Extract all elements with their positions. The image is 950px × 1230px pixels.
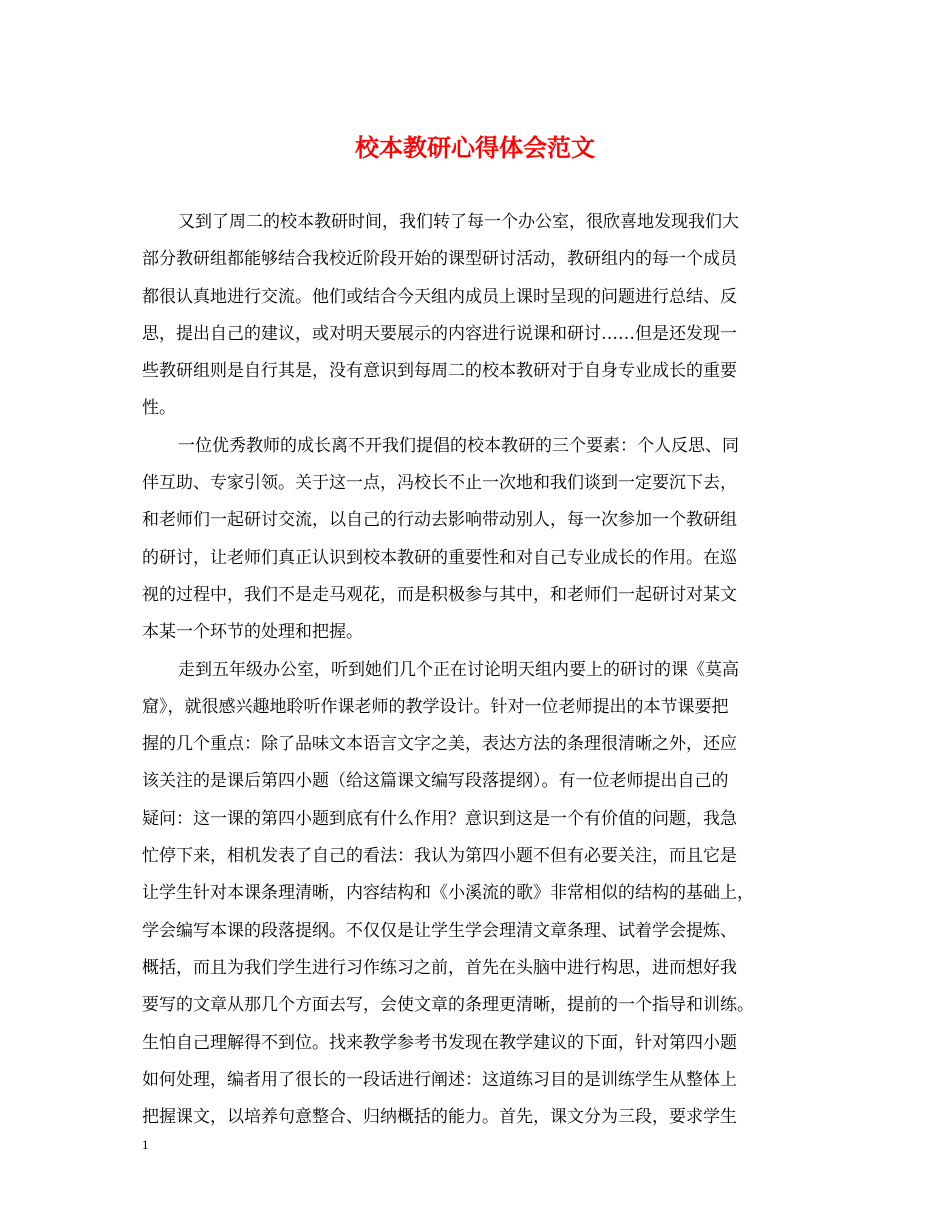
text-line: 概括，而且为我们学生进行习作练习之前，首先在头脑中进行构思，进而想好我 [142,957,737,978]
text-line: 的研讨，让老师们真正认识到校本教研的重要性和对自己专业成长的作用。在巡 [142,547,737,568]
text-line: 疑问：这一课的第四小题到底有什么作用？意识到这是一个有价值的问题，我急 [142,808,737,829]
text-line: 又到了周二的校本教研时间，我们转了每一个办公室，很欣喜地发现我们大 [178,212,739,232]
document-body [142,204,818,1136]
text-line: 一位优秀教师的成长离不开我们提倡的校本教研的三个要素：个人反思、同 [178,435,739,456]
text-line: 和老师们一起研讨交流，以自己的行动去影响带动别人，每一次参加一个教研组 [142,510,737,531]
text-line: 部分教研组都能够结合我校近阶段开始的课型研讨活动，教研组内的每一个成员 [142,249,737,270]
text-line: 让学生针对本课条理清晰，内容结构和《小溪流的歌》非常相似的结构的基础上， [142,883,754,904]
text-line: 本某一个环节的处理和把握。 [142,622,363,643]
text-line: 如何处理，编者用了很长的一段话进行阐述：这道练习目的是训练学生从整体上 [142,1069,737,1090]
paragraph-2 [142,428,818,652]
page-number: 1 [142,1137,149,1152]
text-line: 思，提出自己的建议，或对明天要展示的内容进行说课和研讨……但是还发现一 [142,323,737,344]
text-line: 视的过程中，我们不是走马观花，而是积极参与其中，和老师们一起研讨对某文 [142,584,737,605]
page-title: 校本教研心得体会范文 [355,133,595,162]
text-line: 伴互助、专家引领。关于这一点，冯校长不止一次地和我们谈到一定要沉下去， [142,473,737,494]
text-line: 都很认真地进行交流。他们或结合今天组内成员上课时呈现的问题进行总结、反 [142,286,737,307]
text-line: 学会编写本课的段落提纲。不仅仅是让学生学会理清文章条理、试着学会提炼、 [142,920,737,941]
text-line: 该关注的是课后第四小题（给这篇课文编写段落提纲）。有一位老师提出自己的 [142,771,729,792]
text-line: 要写的文章从那几个方面去写，会使文章的条理更清晰，提前的一个指导和训练。 [142,995,754,1016]
text-line: 把握课文，以培养句意整合、归纳概括的能力。首先，课文分为三段，要求学生 [142,1107,737,1128]
text-line: 生怕自己理解得不到位。找来教学参考书发现在教学建议的下面，针对第四小题 [142,1032,737,1053]
text-line: 握的几个重点：除了品味文本语言文字之美，表达方法的条理很清晰之外，还应 [142,734,737,755]
text-line: 走到五年级办公室，听到她们几个正在讨论明天组内要上的研讨的课《莫高 [178,659,739,680]
text-line: 忙停下来，相机发表了自己的看法：我认为第四小题不但有必要关注，而且它是 [142,846,737,867]
text-line: 性。 [142,398,176,419]
text-line: 些教研组则是自行其是，没有意识到每周二的校本教研对于自身专业成长的重要 [142,361,737,382]
text-line: 窟》，就很感兴趣地聆听作课老师的教学设计。针对一位老师提出的本节课要把 [142,696,729,717]
paragraph-3 [142,652,818,1137]
paragraph-1 [142,204,818,428]
